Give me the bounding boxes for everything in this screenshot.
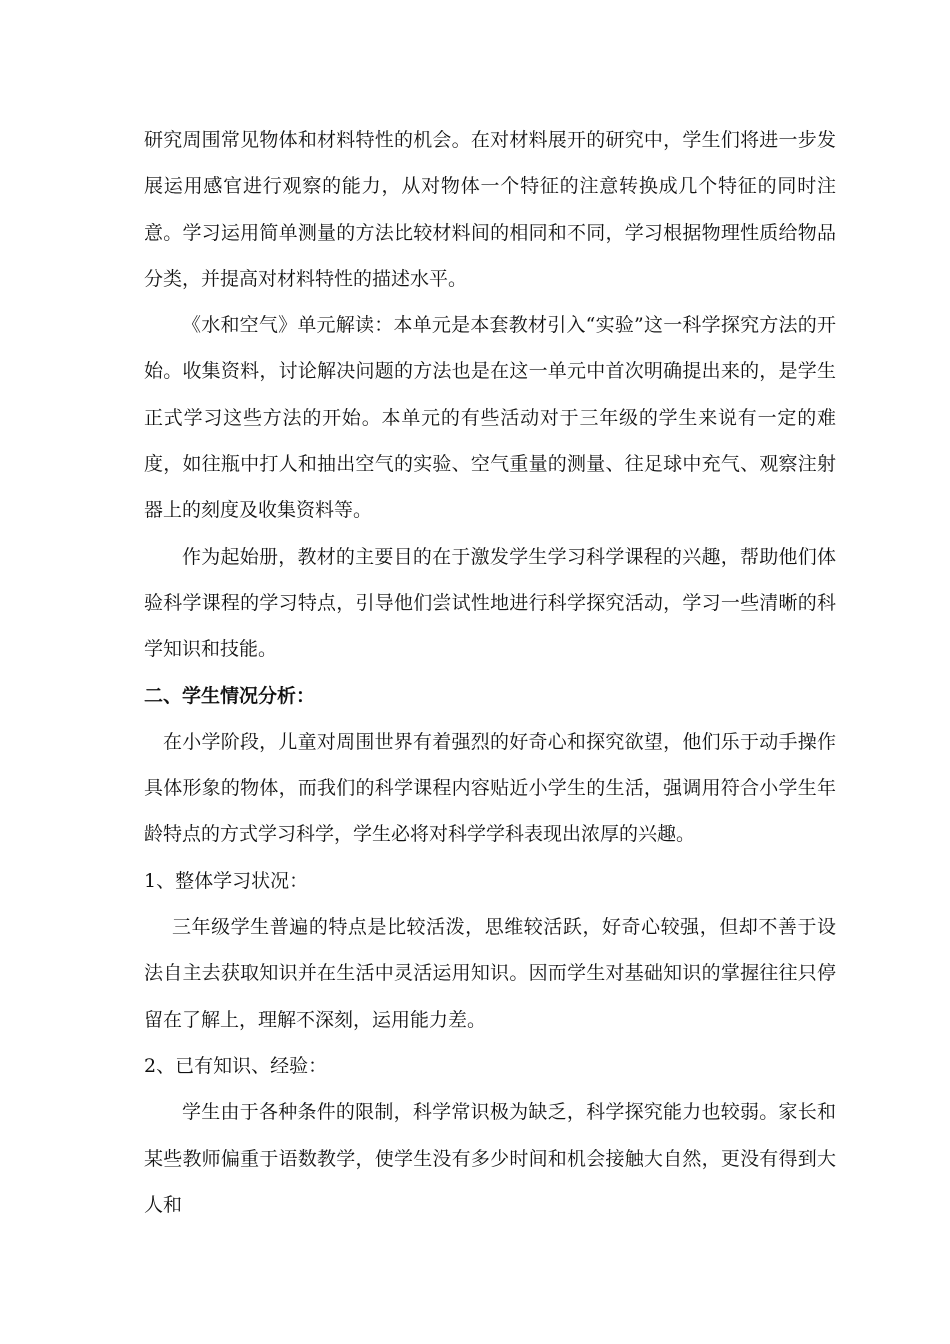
paragraph-existing-knowledge: 学生由于各种条件的限制，科学常识极为缺乏，科学探究能力也较弱。家长和某些教师偏重于语数教学，使学生没有多少时间和机会接触大自然，更没有得到大人和: [144, 1101, 836, 1216]
document-body: [144, 117, 836, 1228]
subheading-overall-learning: 1、整体学习状况：: [144, 869, 309, 892]
paragraph-materials: 研究周围常见物体和材料特性的机会。在对材料展开的研究中，学生们将进一步发展运用感官进行观察的能力，从对物体一个特征的注意转换成几个特征的同时注意。学习运用简单测量的方法比较材料间的相同和不同，学习根据物理性质给物品分类，并提高对材料特性的描述水平。: [144, 129, 836, 290]
subheading-existing-knowledge: 2、已有知识、经验：: [144, 1054, 328, 1077]
paragraph-water-air: 《水和空气》单元解读：本单元是本套教材引入“实验”这一科学探究方法的开始。收集资料，讨论解决问题的方法也是在这一单元中首次明确提出来的，是学生正式学习这些方法的开始。本单元的有些活动对于三年级的学生来说有一定的难度，如往瓶中打人和抽出空气的实验、空气重量的测量、往足球中充气、观察注射器上的刻度及收集资料等。: [144, 314, 836, 522]
paragraph-student-intro: 在小学阶段，儿童对周围世界有着强烈的好奇心和探究欲望，他们乐于动手操作具体形象的物体，而我们的科学课程内容贴近小学生的生活，强调用符合小学生年龄特点的方式学习科学，学生必将对科学学科表现出浓厚的兴趣。: [144, 730, 836, 846]
section-heading-student-analysis: 二、学生情况分析：: [144, 684, 316, 707]
paragraph-textbook-goal: 作为起始册，教材的主要目的在于激发学生学习科学课程的兴趣，帮助他们体验科学课程的学习特点，引导他们尝试性地进行科学探究活动，学习一些清晰的科学知识和技能。: [144, 545, 836, 661]
paragraph-overall-learning: 三年级学生普遍的特点是比较活泼，思维较活跃，好奇心较强，但却不善于设法自主去获取知识并在生活中灵活运用知识。因而学生对基础知识的掌握往往只停留在了解上，理解不深刻，运用能力差。: [144, 916, 836, 1031]
